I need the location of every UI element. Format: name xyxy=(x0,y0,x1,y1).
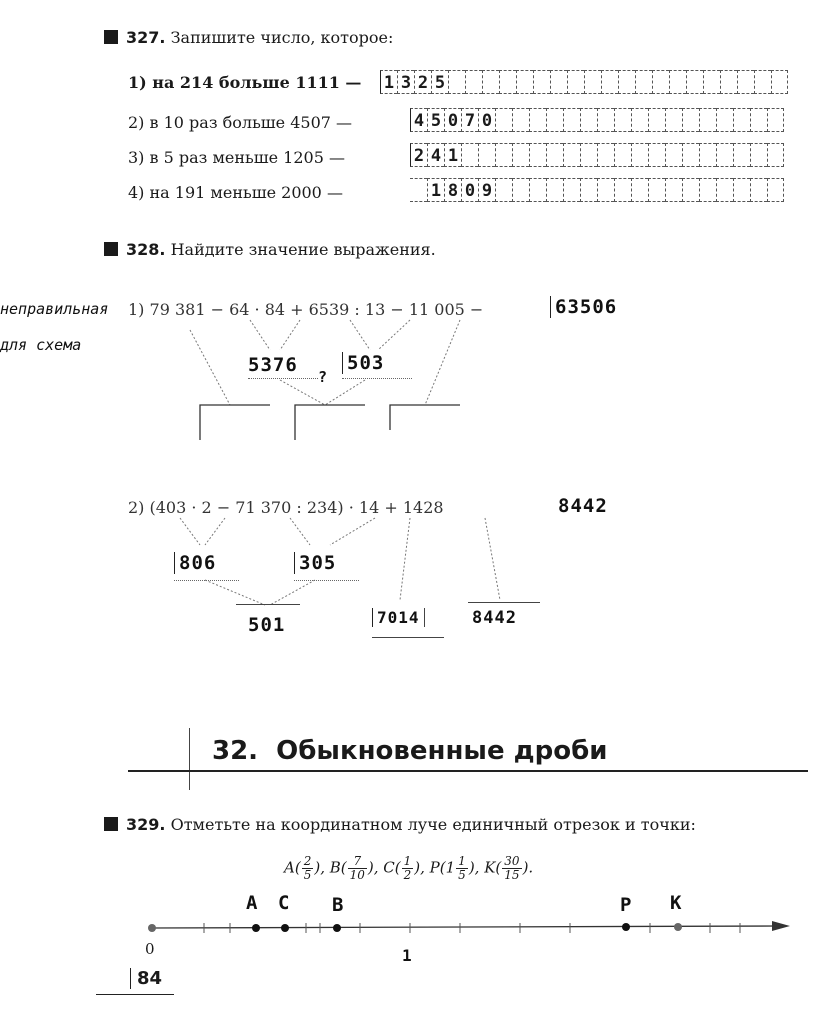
point-B[interactable] xyxy=(333,924,341,932)
expr2-part5[interactable]: 8442 xyxy=(472,608,517,628)
page-number-rule xyxy=(96,994,174,995)
point-name: K xyxy=(484,858,496,877)
ray-zero-label: 0 xyxy=(145,940,155,958)
point-P[interactable] xyxy=(622,923,630,931)
answer-cell[interactable]: 1 xyxy=(444,143,461,167)
expr2-part2[interactable]: 305 xyxy=(294,552,336,574)
point-A[interactable] xyxy=(252,924,260,932)
item-label: 1) на 214 больше 1111 — xyxy=(128,73,362,92)
point-origin[interactable] xyxy=(148,924,156,932)
expression-1: 1) 79 381 − 64 · 84 + 6539 : 13 − 11 005 − xyxy=(128,300,484,319)
answer-cell[interactable]: 7 xyxy=(461,108,478,132)
ray-label-P: P xyxy=(620,894,633,916)
point-name: B xyxy=(329,858,341,877)
expression-2: 2) (403 · 2 − 71 370 : 234) · 14 + 1428 xyxy=(128,498,444,517)
answer-cell[interactable]: 3 xyxy=(397,70,414,94)
expr2-part3[interactable]: 501 xyxy=(248,614,286,636)
expr1-question-mark: ? xyxy=(318,368,329,386)
handwritten-note-line1: неправильная xyxy=(0,300,109,318)
ray-label-K: K xyxy=(670,892,683,914)
answer-cell[interactable]: 5 xyxy=(427,108,444,132)
chapter-number: 32. xyxy=(212,736,259,766)
expr1-part1[interactable]: 5376 xyxy=(248,354,298,376)
point-K[interactable] xyxy=(674,923,682,931)
expression-2-answer[interactable]: 8442 xyxy=(558,495,608,517)
numerator: 7 xyxy=(348,855,367,869)
ray-arrow-icon xyxy=(772,921,790,931)
answer-cell[interactable]: 0 xyxy=(444,108,461,132)
ray-label-B: B xyxy=(332,894,345,916)
expr1-part2[interactable]: 503 xyxy=(342,352,384,374)
point-name: C xyxy=(383,858,395,877)
task-title: Найдите значение выражения. xyxy=(170,240,436,259)
denominator: 5 xyxy=(303,868,312,882)
handwritten-note-line2: для схема xyxy=(0,336,82,354)
answer-cell[interactable]: 4 xyxy=(427,143,444,167)
point-name: P xyxy=(429,858,440,877)
point-C[interactable] xyxy=(281,924,289,932)
answer-cell[interactable]: 1 xyxy=(427,178,444,202)
point-name: A xyxy=(284,858,295,877)
item-label: 3) в 5 раз меньше 1205 — xyxy=(128,148,345,167)
denominator: 2 xyxy=(403,868,412,882)
expr2-part1[interactable]: 806 xyxy=(174,552,216,574)
answer-cell[interactable]: 0 xyxy=(478,108,495,132)
task-number: 329. xyxy=(126,815,166,834)
ray-label-C: C xyxy=(278,892,291,914)
ray-axis xyxy=(152,926,780,928)
numerator: 30 xyxy=(504,854,520,868)
numerator: 1 xyxy=(403,854,412,868)
denominator: 10 xyxy=(349,868,365,882)
answer-cell[interactable]: 8 xyxy=(444,178,461,202)
answer-cell[interactable]: 0 xyxy=(461,178,478,202)
answer-cell[interactable]: 5 xyxy=(431,70,448,94)
item-label: 2) в 10 раз больше 4507 — xyxy=(128,113,353,132)
answer-cell[interactable]: 2 xyxy=(410,143,427,167)
task-number: 327. xyxy=(126,28,166,47)
expr2-part4[interactable]: 7014 xyxy=(372,608,425,627)
answer-cell[interactable]: 4 xyxy=(410,108,427,132)
numerator: 2 xyxy=(303,854,312,868)
answer-cell[interactable]: 1 xyxy=(380,70,397,94)
answer-cell[interactable]: 2 xyxy=(414,70,431,94)
numerator: 1 xyxy=(458,854,466,868)
whole-part: 1 xyxy=(445,858,456,877)
denominator: 5 xyxy=(458,868,466,882)
task-title: Отметьте на координатном луче единичный отрезок и точки: xyxy=(170,815,696,834)
points-list: A( $\frac{2}{5}$ ), B( $\frac{7}{10}$ ), C( $\frac{1}{2}$ ), P(1 $\frac{1}{5}$ ), K( $\frac{30}{15}$ ). xyxy=(284,854,534,882)
answer-cell[interactable]: 9 xyxy=(478,178,495,202)
task-title: Запишите число, которое: xyxy=(170,28,394,47)
denominator: 15 xyxy=(504,868,520,882)
item-label: 4) на 191 меньше 2000 — xyxy=(128,183,343,202)
expression-1-answer[interactable]: 63506 xyxy=(550,296,617,318)
page-number: 84 xyxy=(130,968,162,989)
task-number: 328. xyxy=(126,240,166,259)
ray-label-A: A xyxy=(246,892,259,914)
ray-one-label: 1 xyxy=(402,946,413,965)
chapter-title: Обыкновенные дроби xyxy=(276,736,608,766)
